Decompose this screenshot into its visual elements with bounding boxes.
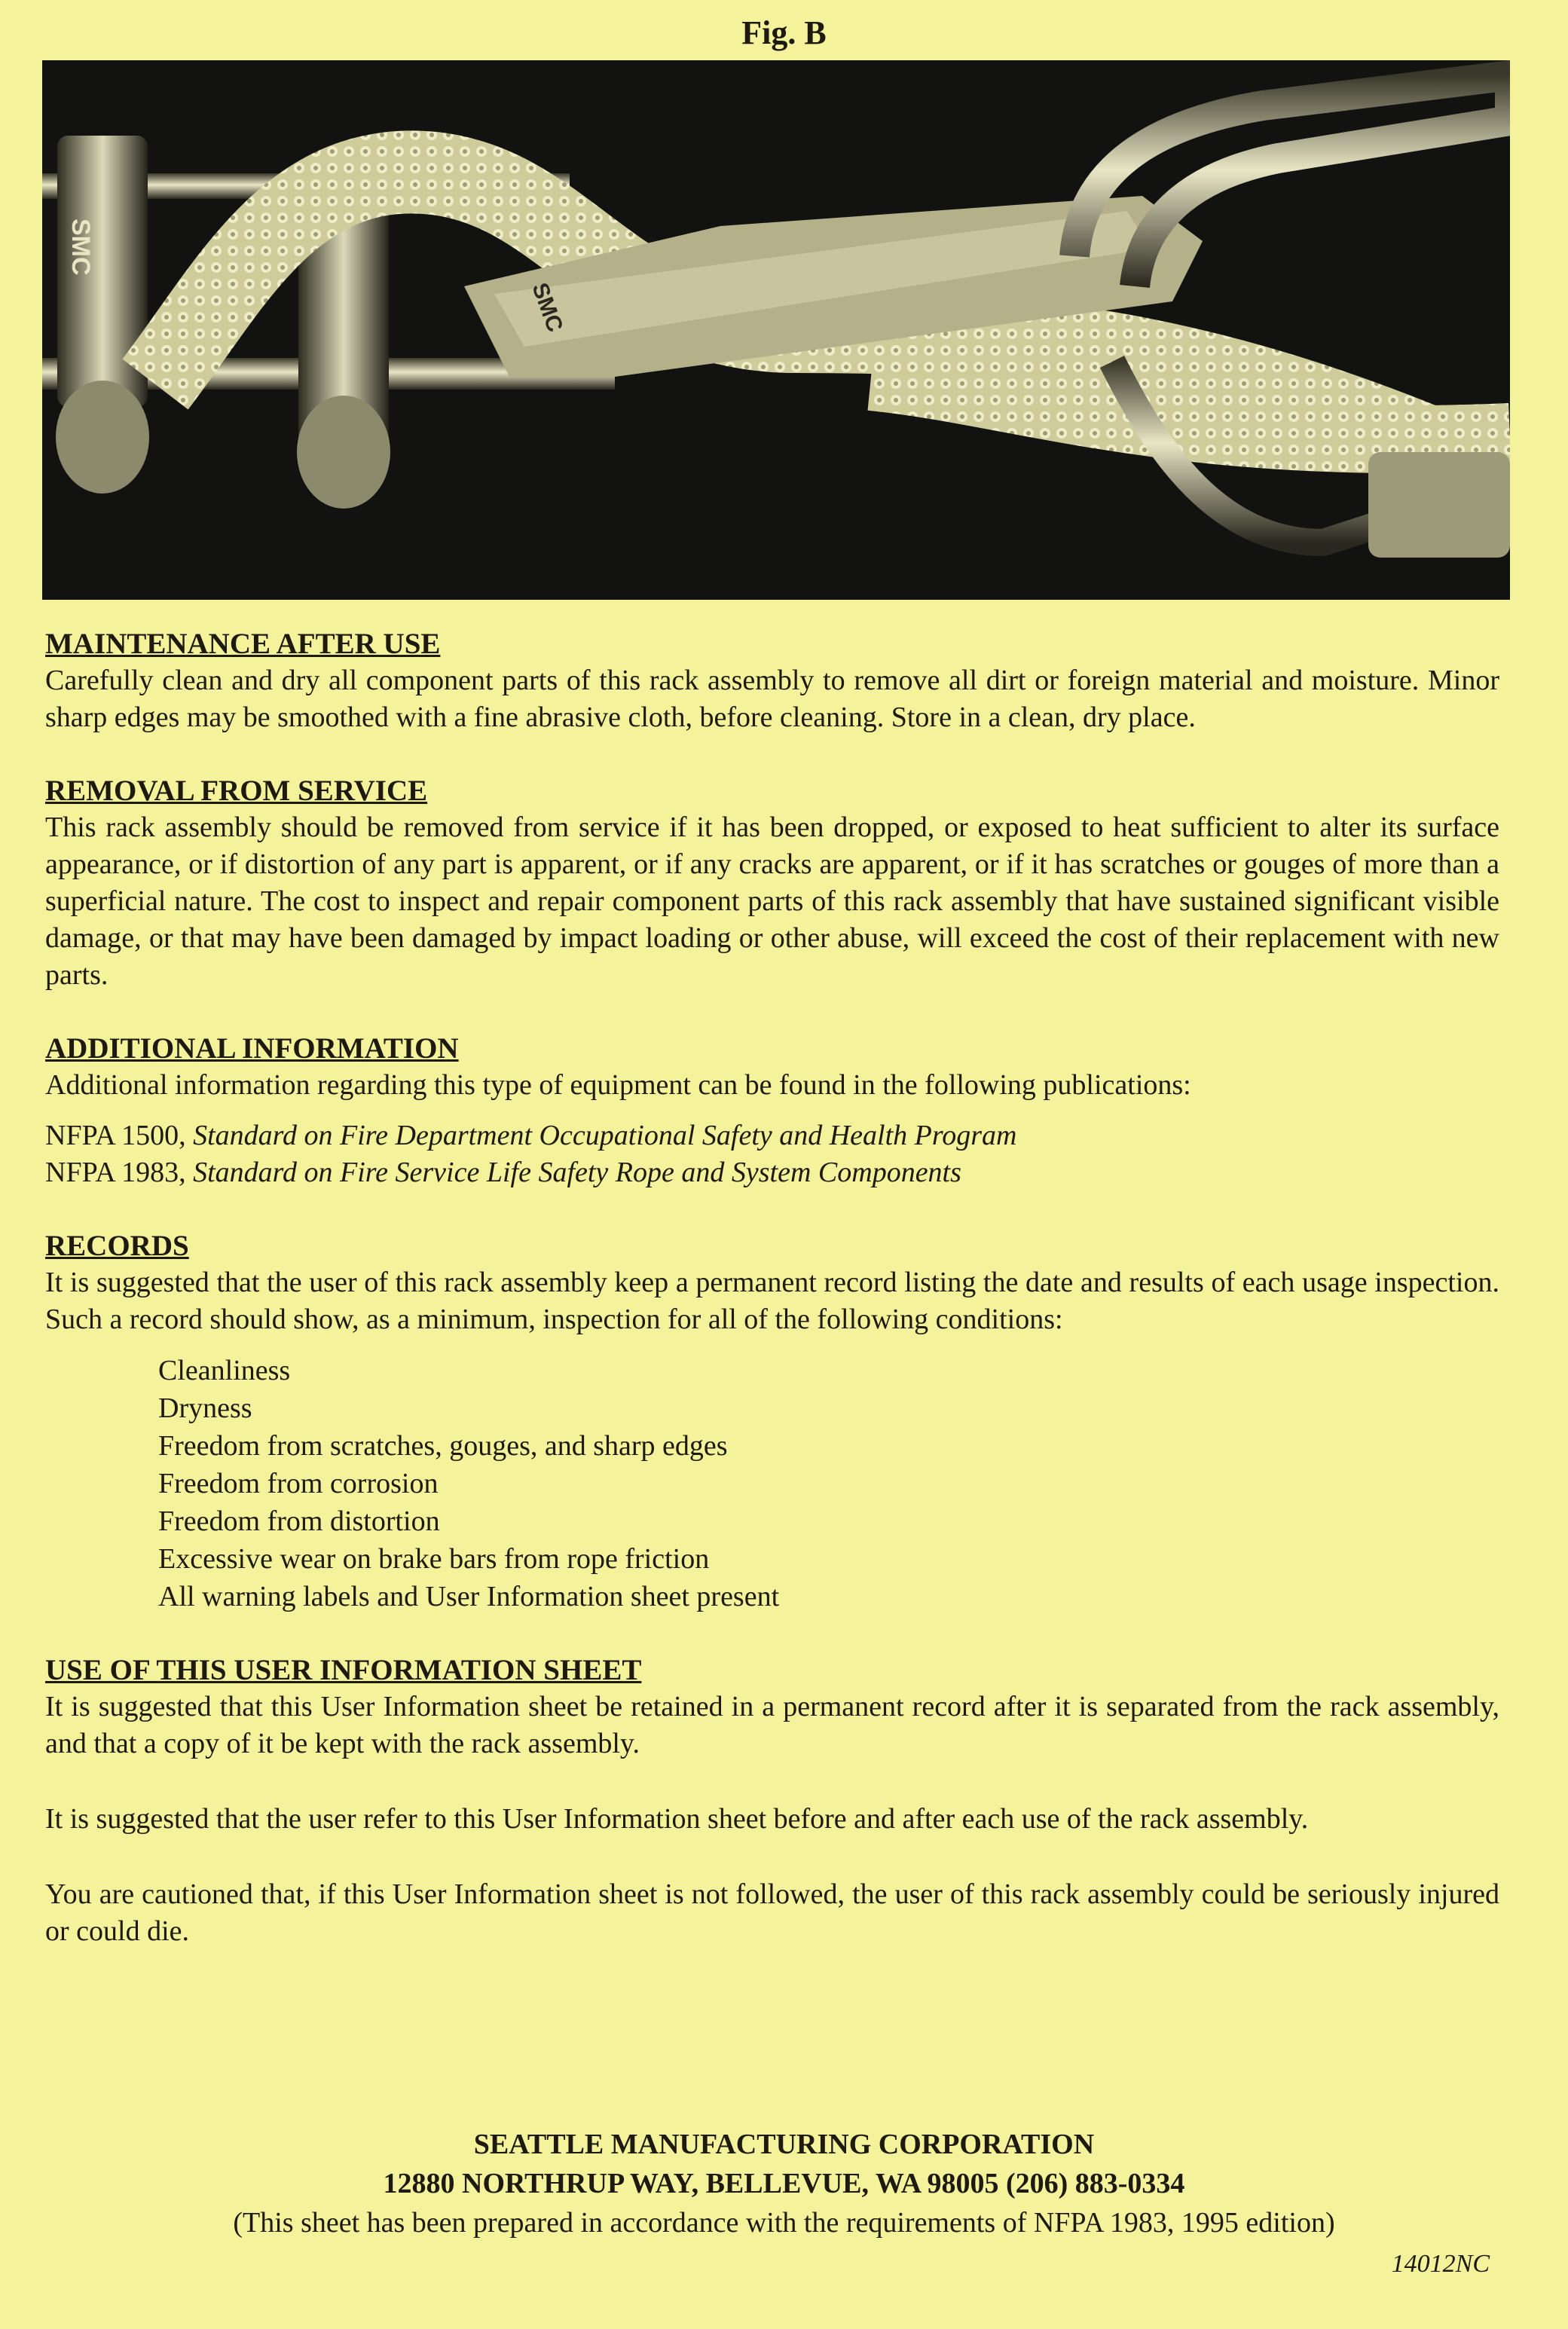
rack-assembly-photo xyxy=(42,60,1510,600)
maintenance-text: Carefully clean and dry all component parts of this rack assembly to remove all dirt or foreign material and moisture. Minor sharp edges may be smoothed with a fine abrasive cloth, before cleaning. Store in a clean, dry place. xyxy=(45,665,1499,733)
publication-code: NFPA 1500, xyxy=(45,1120,186,1151)
list-item: Cleanliness xyxy=(158,1355,291,1386)
publication-title: Standard on Fire Service Life Safety Rope and System Components xyxy=(193,1157,961,1188)
smc-stamp-2: SMC xyxy=(527,280,568,336)
heading-use-sheet: USE OF THIS USER INFORMATION SHEET xyxy=(45,1654,642,1686)
list-item: Dryness xyxy=(158,1392,252,1424)
heading-additional: ADDITIONAL INFORMATION xyxy=(45,1032,459,1065)
removal-text: This rack assembly should be removed from service if it has been dropped, or exposed to heat sufficient to alter its surface appearance, or if distortion of any part is apparent, or if any cracks are apparent, or if it has scratches or gouges of more than a superficial nature. The cost to inspect and repair component parts of this rack assembly that have sustained significant visible damage, or that may have been damaged by impact loading or other abuse, will exceed the cost of their replacement with new parts. xyxy=(45,811,1499,991)
compliance-note: (This sheet has been prepared in accordance with the requirements of NFPA 1983, 1995 edition) xyxy=(233,2207,1335,2239)
company-address: 12880 NORTHRUP WAY, BELLEVUE, WA 98005 (206) 883-0334 xyxy=(383,2168,1185,2199)
use-sheet-paragraph: You are cautioned that, if this User Information sheet is not followed, the user of this rack assembly could be seriously injured or could die. xyxy=(45,1878,1499,1947)
heading-removal: REMOVAL FROM SERVICE xyxy=(45,775,428,807)
section-removal xyxy=(45,772,1499,994)
conditions-list xyxy=(158,1352,1499,1615)
list-item: Freedom from corrosion xyxy=(158,1468,439,1499)
additional-text: Additional information regarding this type of equipment can be found in the following publications: xyxy=(45,1069,1191,1101)
publication-title: Standard on Fire Department Occupational Safety and Health Program xyxy=(193,1120,1017,1151)
heading-maintenance: MAINTENANCE AFTER USE xyxy=(45,628,441,660)
rack-photo-illustration xyxy=(42,60,1510,600)
publication-code: NFPA 1983, xyxy=(45,1157,186,1188)
document-number: 14012NC xyxy=(1391,2250,1490,2278)
publication-item xyxy=(45,1154,1499,1191)
list-item: Excessive wear on brake bars from rope friction xyxy=(158,1543,710,1575)
section-records xyxy=(45,1227,1499,1615)
section-use-sheet xyxy=(45,1652,1499,1950)
section-maintenance xyxy=(45,625,1499,736)
records-text: It is suggested that the user of this rack assembly keep a permanent record listing the date and results of each usage inspection. Such a record should show, as a minimum, inspection for all of the following conditions: xyxy=(45,1267,1499,1335)
list-item: Freedom from scratches, gouges, and sharp edges xyxy=(158,1430,728,1462)
heading-records: RECORDS xyxy=(45,1230,189,1262)
list-item: Freedom from distortion xyxy=(158,1505,440,1537)
list-item: All warning labels and User Information sheet present xyxy=(158,1581,780,1612)
company-name: SEATTLE MANUFACTURING CORPORATION xyxy=(473,2129,1095,2160)
footer xyxy=(0,2125,1568,2242)
publication-item xyxy=(45,1117,1499,1154)
use-sheet-paragraph: It is suggested that this User Information sheet be retained in a permanent record after it is separated from the rack assembly, and that a copy of it be kept with the rack assembly. xyxy=(45,1691,1499,1759)
use-sheet-paragraph: It is suggested that the user refer to this User Information sheet before and after each use of the rack assembly. xyxy=(45,1803,1309,1835)
document-body xyxy=(45,625,1499,1986)
smc-stamp-1: SMC xyxy=(66,219,95,276)
section-additional xyxy=(45,1030,1499,1191)
figure-title: Fig. B xyxy=(741,14,827,51)
